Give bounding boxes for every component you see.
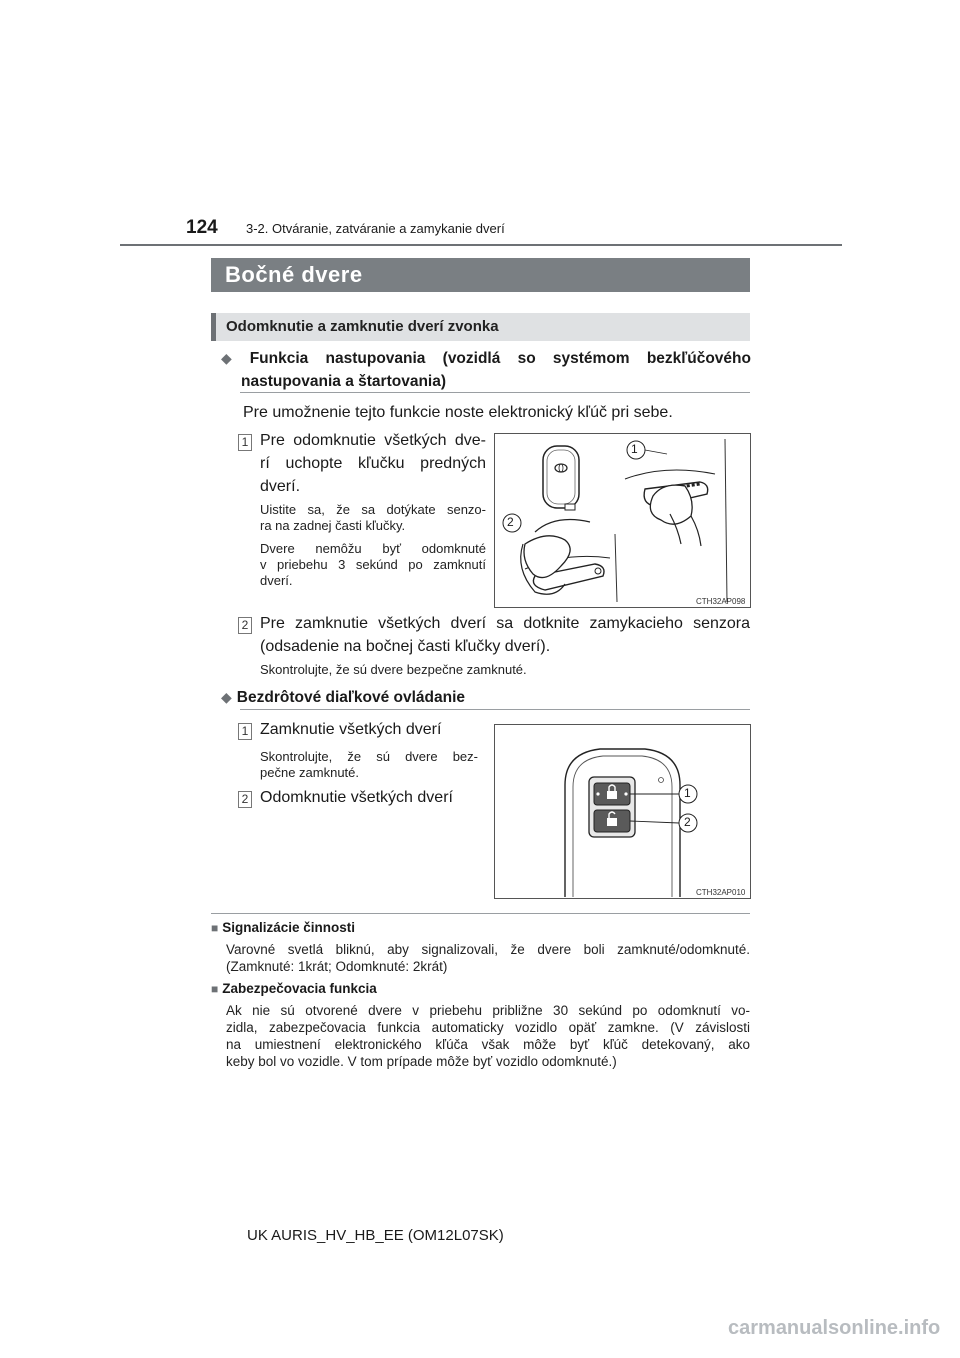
page-number: 124	[186, 217, 218, 238]
step2-line2: (odsadenie na bočnej časti kľučky dverí).	[260, 638, 551, 655]
step1-note2	[260, 541, 486, 589]
step1-line1: Pre odomknutie všetkých dve-	[260, 432, 486, 449]
subsection-accent	[211, 313, 216, 341]
step2-text	[260, 612, 750, 658]
step1-note2-line3: dverí.	[260, 573, 293, 588]
remote-item1-number: 1	[238, 723, 252, 740]
step2-note: Skontrolujte, že sú dvere bezpečne zamknuté.	[260, 662, 527, 677]
security-body	[226, 1002, 750, 1070]
square-bullet-icon: ■	[211, 921, 219, 935]
square-bullet-icon: ■	[211, 982, 219, 996]
step1-line3: dverí.	[260, 478, 301, 495]
wireless-heading-text: Bezdrôtové diaľkové ovládanie	[236, 689, 465, 706]
remote-item1-note	[260, 749, 478, 781]
security-line4: keby bol vo vozidle. V tom prípade môže byť vozidlo odomknuté.)	[226, 1054, 617, 1069]
fig2-callout-1: 1	[684, 786, 691, 800]
security-line1: Ak nie sú otvorené dvere v priebehu približne 30 sekúnd po odomknutí vo-	[226, 1003, 750, 1018]
notes-divider	[211, 913, 750, 914]
entry-function-heading	[221, 347, 751, 393]
signal-heading-text: Signalizácie činnosti	[222, 920, 356, 935]
fig2-callout-2: 2	[684, 815, 691, 829]
subsection-title-bar	[211, 313, 750, 341]
entry-heading-line1: Funkcia nastupovania (vozidlá so systémom bezkľúčového	[249, 350, 751, 367]
step1-number: 1	[238, 434, 252, 451]
security-heading-text: Zabezpečovacia funkcia	[222, 981, 377, 996]
step1-note2-line1: Dvere nemôžu byť odomknuté	[260, 541, 486, 556]
signal-body	[226, 941, 750, 975]
step1-note1	[260, 502, 486, 534]
section-title-bar	[211, 258, 750, 292]
signal-line1: Varovné svetlá bliknú, aby signalizovali, že dvere boli zamknuté/odomknuté.	[226, 942, 750, 957]
wireless-heading-rule	[240, 709, 750, 710]
remote-item1-note-line1: Skontrolujte, že sú dvere bez-	[260, 749, 478, 764]
step1-line2: rí uchopte kľučku predných	[260, 455, 486, 472]
signal-heading	[211, 920, 355, 935]
chapter-title: 3-2. Otváranie, zatváranie a zamykanie dverí	[246, 221, 505, 236]
entry-heading-rule	[240, 392, 750, 393]
remote-item1-text: Zamknutie všetkých dverí	[260, 721, 442, 738]
remote-item1-note-line2: pečne zamknuté.	[260, 765, 360, 780]
entry-heading-line2: nastupovania a štartovania)	[241, 373, 447, 390]
fig1-callout-1: 1	[631, 442, 638, 456]
signal-line2: (Zamknuté: 1krát; Odomknuté: 2krát)	[226, 959, 448, 974]
wireless-remote-heading	[221, 686, 751, 709]
header-divider	[120, 244, 842, 246]
watermark: carmanualsonline.info	[728, 1317, 941, 1339]
diamond-bullet-icon: ◆	[221, 350, 245, 366]
door-handle-illustration	[495, 434, 750, 607]
step1-note1-line2: ra na zadnej časti kľučky.	[260, 518, 406, 533]
step2-line1: Pre zamknutie všetkých dverí sa dotknite zamykacieho senzora	[260, 615, 750, 632]
section-title: Bočné dvere	[225, 262, 363, 287]
fig1-code: CTH32AP098	[696, 597, 746, 606]
fig1-callout-2: 2	[507, 515, 514, 529]
remote-key-illustration	[495, 725, 750, 898]
remote-item2-number: 2	[238, 791, 252, 808]
step1-note1-line1: Uistite sa, že sa dotýkate senzo-	[260, 502, 486, 517]
security-line3: na umiestnení elektronického kľúča však môže byť kľúč detekovaný, ako	[226, 1037, 750, 1052]
step1-text	[260, 429, 486, 498]
remote-key-figure	[494, 724, 751, 899]
door-handle-figure	[494, 433, 751, 608]
remote-item2-text: Odomknutie všetkých dverí	[260, 789, 453, 806]
step1-note2-line2: v priebehu 3 sekúnd po zamknutí	[260, 557, 486, 572]
security-line2: zidla, zabezpečovacia funkcia automaticky vozidlo opäť zamkne. (V závislosti	[226, 1020, 750, 1035]
security-heading	[211, 981, 377, 996]
document-footer: UK AURIS_HV_HB_EE (OM12L07SK)	[247, 1227, 504, 1244]
step2-number: 2	[238, 617, 252, 634]
fig2-code: CTH32AP010	[696, 888, 746, 897]
entry-intro: Pre umožnenie tejto funkcie noste elektronický kľúč pri sebe.	[243, 404, 673, 421]
diamond-bullet-icon: ◆	[221, 689, 232, 705]
subsection-title: Odomknutie a zamknutie dverí zvonka	[226, 318, 499, 335]
